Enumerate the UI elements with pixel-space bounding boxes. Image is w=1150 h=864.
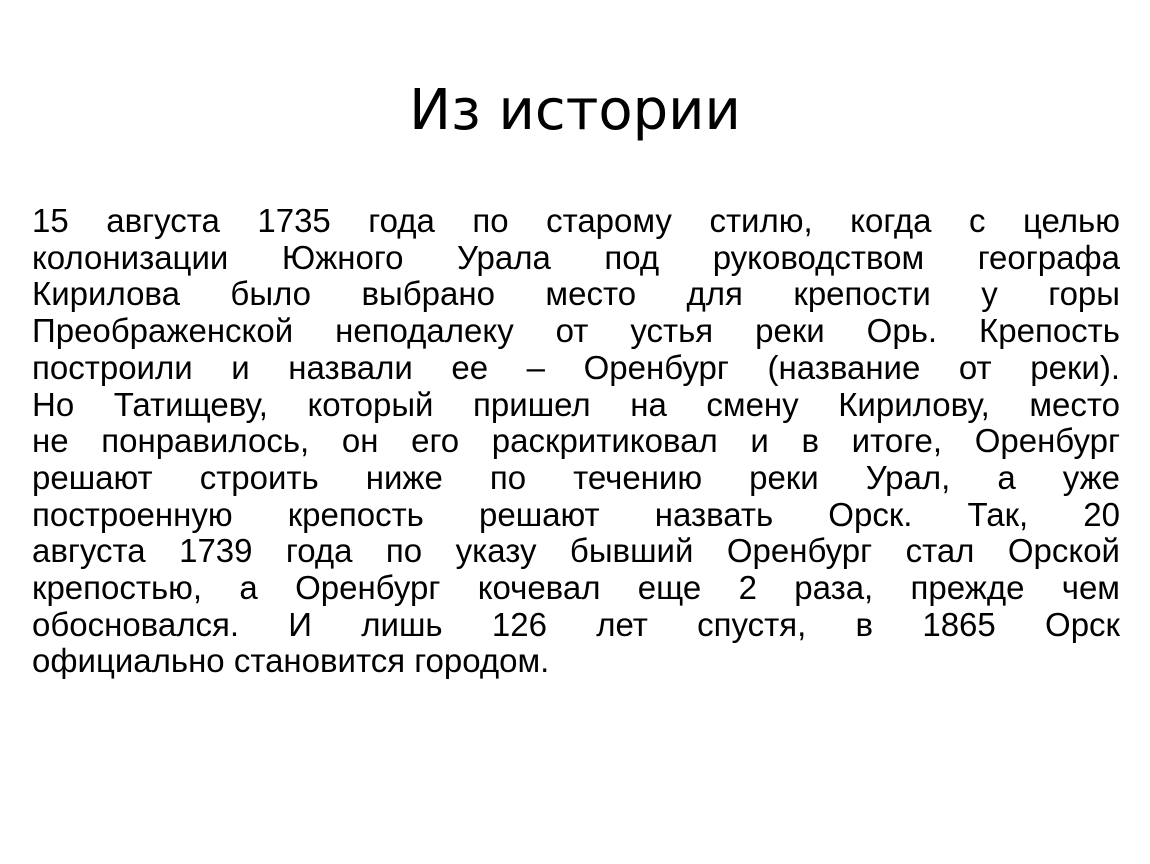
body-line: построенную крепость решают назвать Орск. Так, 20: [32, 495, 1120, 533]
body-line: Но Татищеву, который пришел на смену Кирилову, место: [32, 385, 1120, 423]
body-line: Преображенской неподалеку от устья реки Орь. Крепость: [32, 312, 1120, 350]
body-line: не понравилось, он его раскритиковал и в итоге, Оренбург: [32, 422, 1120, 460]
body-line: обосновался. И лишь 126 лет спустя, в 1865 Орск: [32, 605, 1120, 643]
body-line: колонизации Южного Урала под руководством географа: [32, 238, 1120, 276]
slide-body-text: [32, 203, 1120, 680]
slide-title: Из истории: [409, 78, 741, 143]
body-line: 15 августа 1735 года по старому стилю, когда с целью: [32, 202, 1120, 239]
body-line: официально становится городом.: [32, 642, 550, 680]
body-line: крепостью, а Оренбург кочевал еще 2 раза, прежде чем: [32, 569, 1120, 607]
body-line: августа 1739 года по указу бывший Оренбург стал Орской: [32, 532, 1120, 570]
body-line: Кирилова было выбрано место для крепости у горы: [32, 275, 1120, 313]
body-line: построили и назвали ее – Оренбург (название от реки).: [32, 348, 1120, 386]
body-line: решают строить ниже по течению реки Урал, а уже: [32, 458, 1120, 496]
